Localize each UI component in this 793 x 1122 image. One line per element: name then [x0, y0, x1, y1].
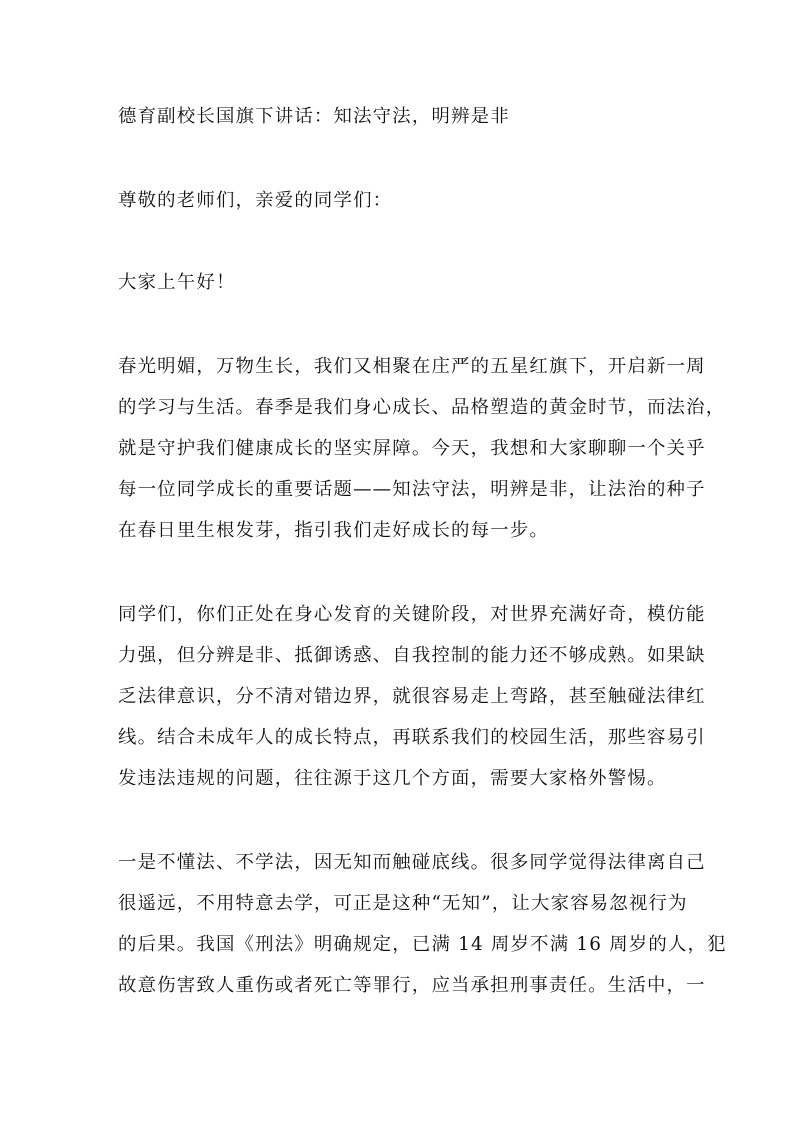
- paragraph-line: 很遥远，不用特意去学，可正是这种“无知”，让大家容易忽视行为: [118, 893, 688, 914]
- paragraph-line: 故意伤害致人重伤或者死亡等罪行，应当承担刑事责任。生活中，一: [118, 975, 706, 996]
- document-title: 德育副校长国旗下讲话：知法守法，明辨是非: [118, 106, 510, 127]
- paragraph-line: 一是不懂法、不学法，因无知而触碰底线。很多同学觉得法律离自己: [118, 852, 706, 873]
- paragraph-line: 力强，但分辨是非、抵御诱惑、自我控制的能力还不够成熟。如果缺: [118, 645, 706, 666]
- paragraph-line: 线。结合未成年人的成长特点，再联系我们的校园生活，那些容易引: [118, 727, 706, 748]
- paragraph-line: 每一位同学成长的重要话题——知法守法，明辨是非，让法治的种子: [118, 479, 706, 500]
- paragraph-line: 就是守护我们健康成长的坚实屏障。今天，我想和大家聊聊一个关乎: [118, 438, 706, 459]
- paragraph-line: 春光明媚，万物生长，我们又相聚在庄严的五星红旗下，开启新一周: [118, 356, 706, 377]
- greeting: 大家上午好！: [118, 272, 236, 293]
- paragraph-line: 发违法违规的问题，往往源于这几个方面，需要大家格外警惕。: [118, 768, 667, 789]
- paragraph-line: 同学们，你们正处在身心发育的关键阶段，对世界充满好奇，模仿能: [118, 604, 706, 625]
- salutation: 尊敬的老师们，亲爱的同学们：: [118, 190, 393, 211]
- paragraph-line: 的学习与生活。春季是我们身心成长、品格塑造的黄金时节，而法治，: [118, 397, 726, 418]
- paragraph-line: 的后果。我国《刑法》明确规定，已满 14 周岁不满 16 周岁的人，犯: [118, 934, 727, 955]
- paragraph-line: 在春日里生根发芽，指引我们走好成长的每一步。: [118, 520, 549, 541]
- paragraph-line: 乏法律意识，分不清对错边界，就很容易走上弯路，甚至触碰法律红: [118, 686, 706, 707]
